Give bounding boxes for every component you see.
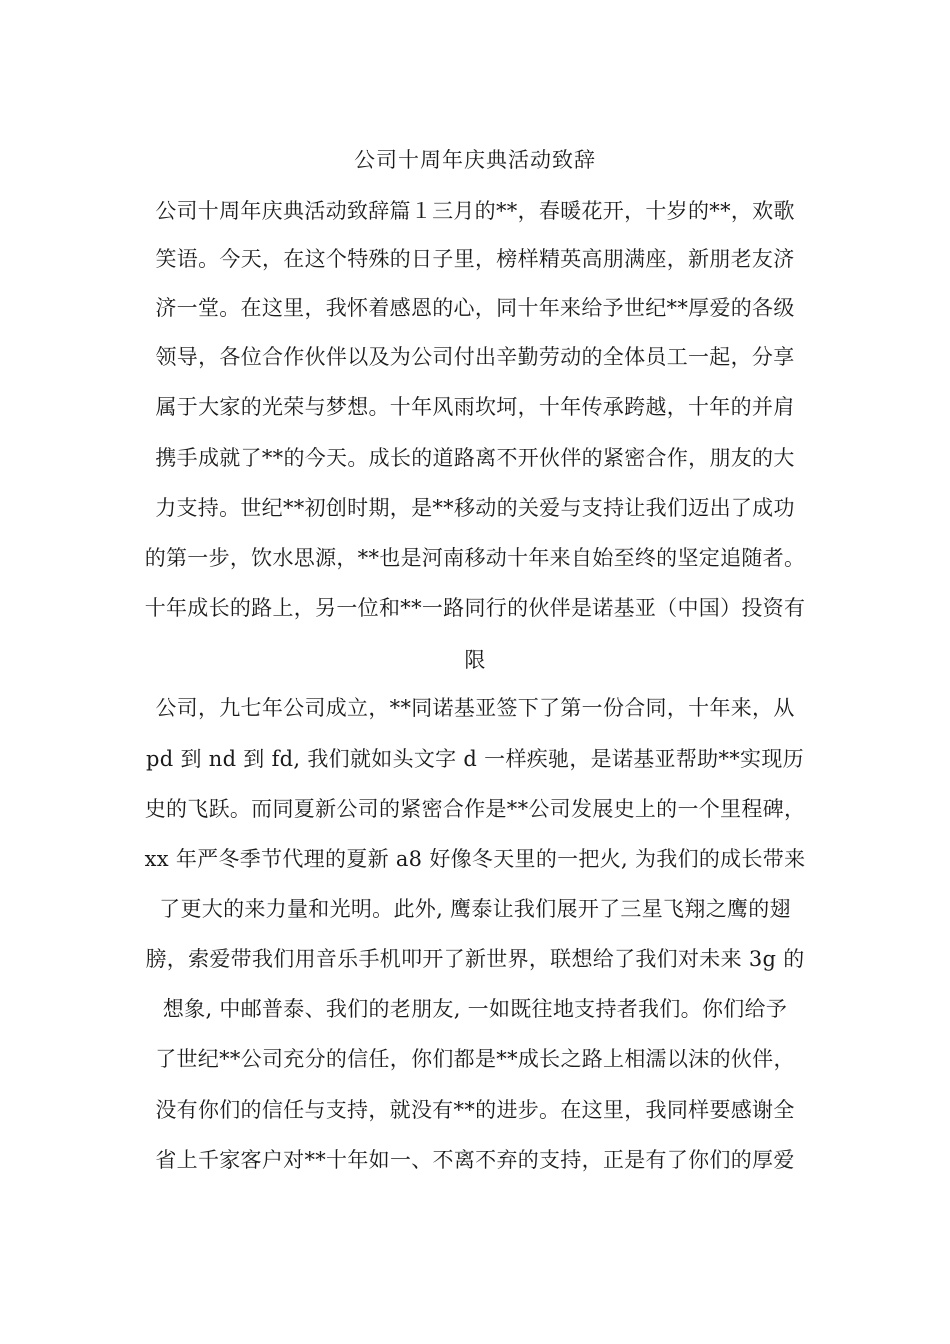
body-line: 公司，九七年公司成立，**同诺基亚签下了第一份合同，十年来，从 (155, 696, 795, 720)
body-line: xx 年严冬季节代理的夏新 a8 好像冬天里的一把火, 为我们的成长带来 (144, 847, 806, 871)
body-line: 史的飞跃。而同夏新公司的紧密合作是**公司发展史上的一个里程碑， (144, 797, 806, 821)
body-line: 笑语。今天，在这个特殊的日子里，榜样精英高朋满座，新朋老友济 (155, 247, 795, 271)
body-line: pd 到 nd 到 fd, 我们就如头文字 d 一样疾驰，是诺基亚帮助**实现历 (146, 747, 804, 771)
document-title: 公司十周年庆典活动致辞 (354, 148, 596, 172)
body-line: 了世纪**公司充分的信任，你们都是**成长之路上相濡以沫的伙伴， (155, 1047, 795, 1071)
body-line: 属于大家的光荣与梦想。十年风雨坎坷，十年传承跨越，十年的并肩 (155, 395, 795, 419)
body-line: 领导，各位合作伙伴以及为公司付出辛勤劳动的全体员工一起，分享 (155, 345, 795, 369)
body-line: 省上千家客户对**十年如一、不离不弃的支持，正是有了你们的厚爱 (155, 1148, 795, 1172)
body-line: 了更大的来力量和光明。此外, 鹰泰让我们展开了三星飞翔之鹰的翅 (159, 897, 791, 921)
body-line: 的第一步，饮水思源，**也是河南移动十年来自始至终的坚定追随者。 (144, 546, 806, 570)
body-line: 力支持。世纪**初创时期，是**移动的关爱与支持让我们迈出了成功 (155, 496, 795, 520)
body-line: 限 (464, 648, 486, 672)
body-line: 想象, 中邮普泰、我们的老朋友, 一如既往地支持者我们。你们给予 (162, 997, 788, 1021)
body-line: 携手成就了**的今天。成长的道路离不开伙伴的紧密合作，朋友的大 (155, 446, 795, 470)
body-line: 膀，索爱带我们用音乐手机叩开了新世界，联想给了我们对未来 3g 的 (145, 947, 805, 971)
body-line: 十年成长的路上，另一位和**一路同行的伙伴是诺基亚（中国）投资有 (144, 596, 806, 620)
body-line: 公司十周年庆典活动致辞篇１三月的**，春暖花开，十岁的**，欢歌 (155, 199, 795, 223)
body-line: 没有你们的信任与支持，就没有**的进步。在这里，我同样要感谢全 (155, 1098, 795, 1122)
body-line: 济一堂。在这里，我怀着感恩的心，同十年来给予世纪**厚爱的各级 (155, 296, 795, 320)
